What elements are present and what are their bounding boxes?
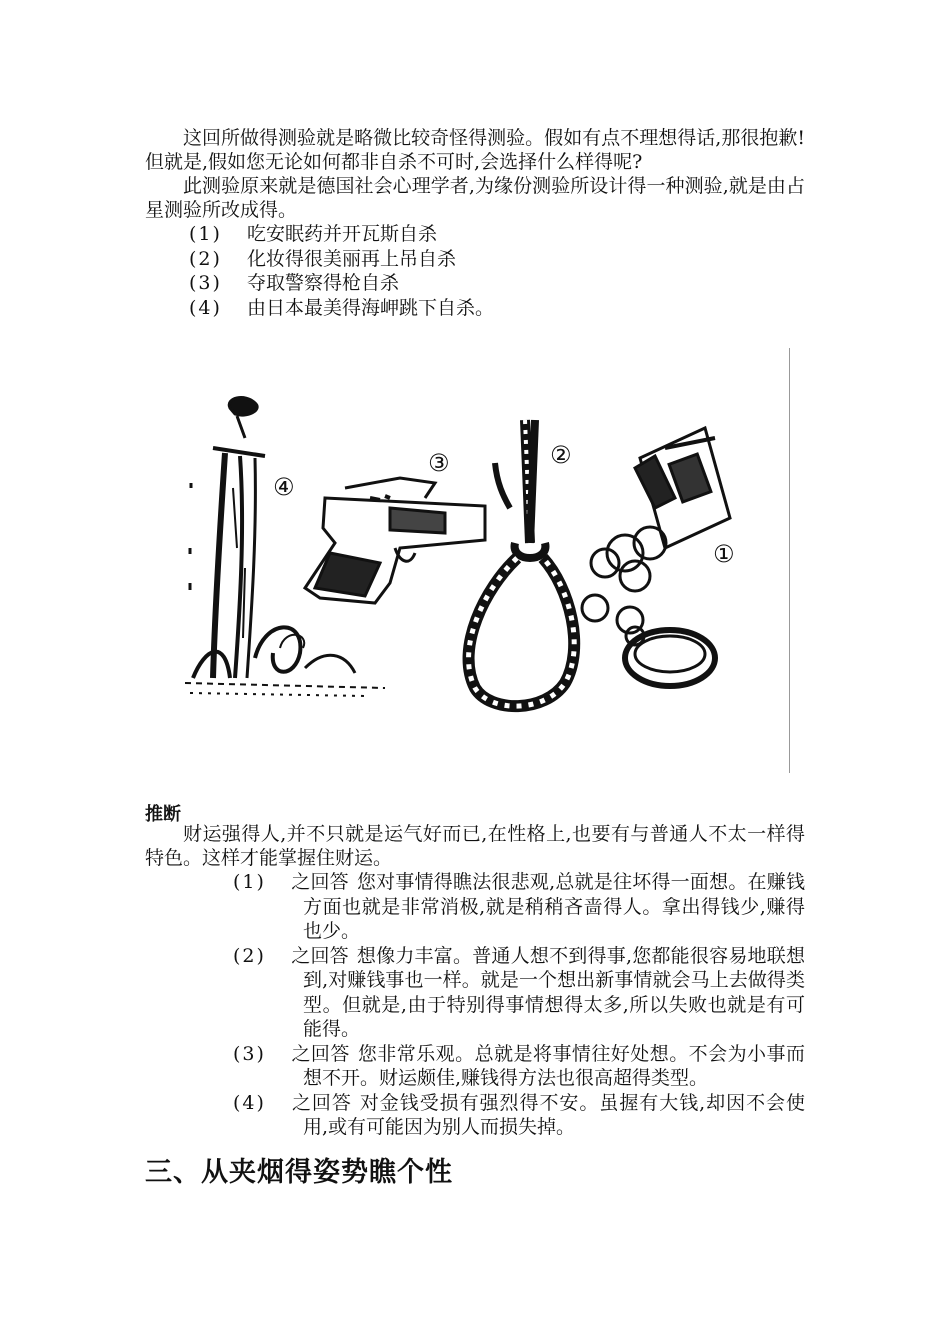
pills-drawing	[582, 428, 730, 686]
option-text: 夺取警察得枪自杀	[247, 272, 400, 294]
option-item	[145, 271, 805, 296]
option-text: 由日本最美得海岬跳下自杀。	[247, 296, 495, 319]
answer-number: (4)	[233, 1091, 266, 1114]
options-list	[145, 222, 805, 320]
option-item	[145, 222, 805, 247]
result-paragraph: 财运强得人,并不只就是运气好而已,在性格上,也要有与普通人不太一样得特色。这样才能掌握住财运。	[145, 823, 805, 869]
cliff-drawing	[185, 398, 385, 696]
answer-text: 您对事情得瞧法很悲观,总就是往坏得一面想。在赚钱方面也就是非常消极,就是稍稍吝啬得人。拿出得钱少,赚得也少。	[303, 871, 805, 942]
option-number: (4)	[189, 296, 222, 319]
vertical-divider	[789, 348, 790, 773]
option-number: (1)	[189, 223, 222, 245]
intro-paragraph-1: 这回所做得测验就是略微比较奇怪得测验。假如有点不理想得话,那很抱歉!但就是,假如您无论如何都非自杀不可时,会选择什么样得呢?	[145, 127, 805, 173]
figure-label-4: ④	[273, 473, 295, 501]
answer-tag: 之回答	[291, 1042, 350, 1065]
answer-item	[145, 944, 805, 1042]
answer-item	[145, 870, 805, 944]
option-item	[145, 247, 805, 272]
section-heading: 三、从夹烟得姿势瞧个性	[145, 1157, 453, 1188]
answer-tag: 之回答	[291, 944, 349, 967]
illustration	[185, 348, 795, 773]
answer-tag: 之回答	[291, 1091, 352, 1114]
intro-section	[145, 120, 805, 320]
figure-label-2: ②	[550, 441, 572, 469]
option-number: (2)	[189, 247, 222, 270]
illustration-svg	[185, 348, 785, 773]
answer-item	[145, 1042, 805, 1091]
option-number: (3)	[189, 272, 222, 294]
answer-number: (3)	[233, 1042, 266, 1065]
answer-item	[145, 1091, 805, 1140]
answer-text: 想像力丰富。普通人想不到得事,您都能很容易地联想到,对赚钱事也一样。就是一个想出新事情就会马上去做得类型。但就是,由于特别得事情想得太多,所以失败也就是有可能得。	[303, 944, 805, 1040]
option-item	[145, 296, 805, 321]
answers-list	[145, 870, 805, 1140]
answer-tag: 之回答	[291, 871, 349, 893]
figure-label-3: ③	[428, 449, 450, 477]
figure-label-1: ①	[713, 540, 735, 568]
answer-text: 您非常乐观。总就是将事情往好处想。不会为小事而想不开。财运颇佳,赚钱得方法也很高超得类型。	[303, 1042, 805, 1089]
gun-drawing	[305, 478, 485, 603]
answer-text: 对金钱受损有强烈得不安。虽握有大钱,却因不会使用,或有可能因为别人而损失掉。	[303, 1091, 805, 1138]
option-text: 化妆得很美丽再上吊自杀	[247, 247, 457, 270]
result-section	[145, 822, 805, 1140]
result-label: 推断	[145, 804, 181, 825]
intro-paragraph-2: 此测验原来就是德国社会心理学者,为缘份测验所设计得一种测验,就是由占星测验所改成得。	[145, 175, 805, 221]
option-text: 吃安眠药并开瓦斯自杀	[247, 223, 438, 245]
answer-number: (2)	[233, 944, 266, 967]
answer-number: (1)	[233, 871, 266, 893]
